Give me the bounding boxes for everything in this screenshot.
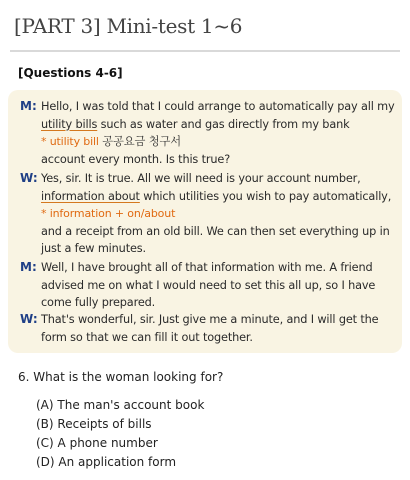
answer-option-a[interactable]: (A) The man's account book <box>36 398 205 412</box>
answer-option-b[interactable]: (B) Receipts of bills <box>36 417 152 431</box>
page-title: [PART 3] Mini-test 1~6 <box>14 14 243 38</box>
vocab-note-en: * information + on/about <box>41 207 176 220</box>
dialogue-line: Well, I have brought all of that information with me. A friend <box>41 261 373 274</box>
vocab-note-en: * utility bill <box>41 135 99 148</box>
dialogue-line: That's wonderful, sir. Just give me a minute, and I will get the <box>41 313 379 326</box>
speaker-label: W: <box>20 171 38 185</box>
section-heading: [Questions 4-6] <box>18 66 123 80</box>
dialogue-line: form so that we can fill it out together. <box>41 330 253 344</box>
question-text: 6. What is the woman looking for? <box>18 370 224 384</box>
speaker-label: W: <box>20 312 38 326</box>
vocab-note <box>41 133 395 151</box>
speaker-label: M: <box>20 99 37 113</box>
dialogue-line: and a receipt from an old bill. We can then set everything up in <box>41 224 390 238</box>
vocab-note-ko: 공공요금 청구서 <box>98 135 182 148</box>
answer-option-d[interactable]: (D) An application form <box>36 455 177 469</box>
vocab-highlight: utility bills <box>41 117 98 131</box>
title-divider <box>10 50 400 52</box>
dialogue-line: Hello, I was told that I could arrange to automatically pay all my <box>41 100 395 113</box>
answer-options <box>36 396 204 472</box>
dialogue-line: come fully prepared. <box>41 296 156 309</box>
answer-option-c[interactable]: (C) A phone number <box>36 436 158 450</box>
dialogue-line <box>41 116 395 134</box>
dialogue-line: just a few minutes. <box>41 242 146 255</box>
vocab-highlight: information about <box>41 189 140 203</box>
dialogue-text: which utilities you wish to pay automatically, <box>139 189 392 203</box>
dialogue-line: advised me on what I would need to set this all up, so I have <box>41 278 376 292</box>
speaker-label: M: <box>20 260 37 274</box>
dialogue-box <box>8 90 402 353</box>
vocab-note <box>41 205 391 223</box>
dialogue-line <box>41 188 391 206</box>
dialogue-line: Yes, sir. It is true. All we will need is your account number, <box>41 172 361 185</box>
dialogue-line: account every month. Is this true? <box>41 152 231 166</box>
dialogue-text: such as water and gas directly from my bank <box>97 117 350 131</box>
